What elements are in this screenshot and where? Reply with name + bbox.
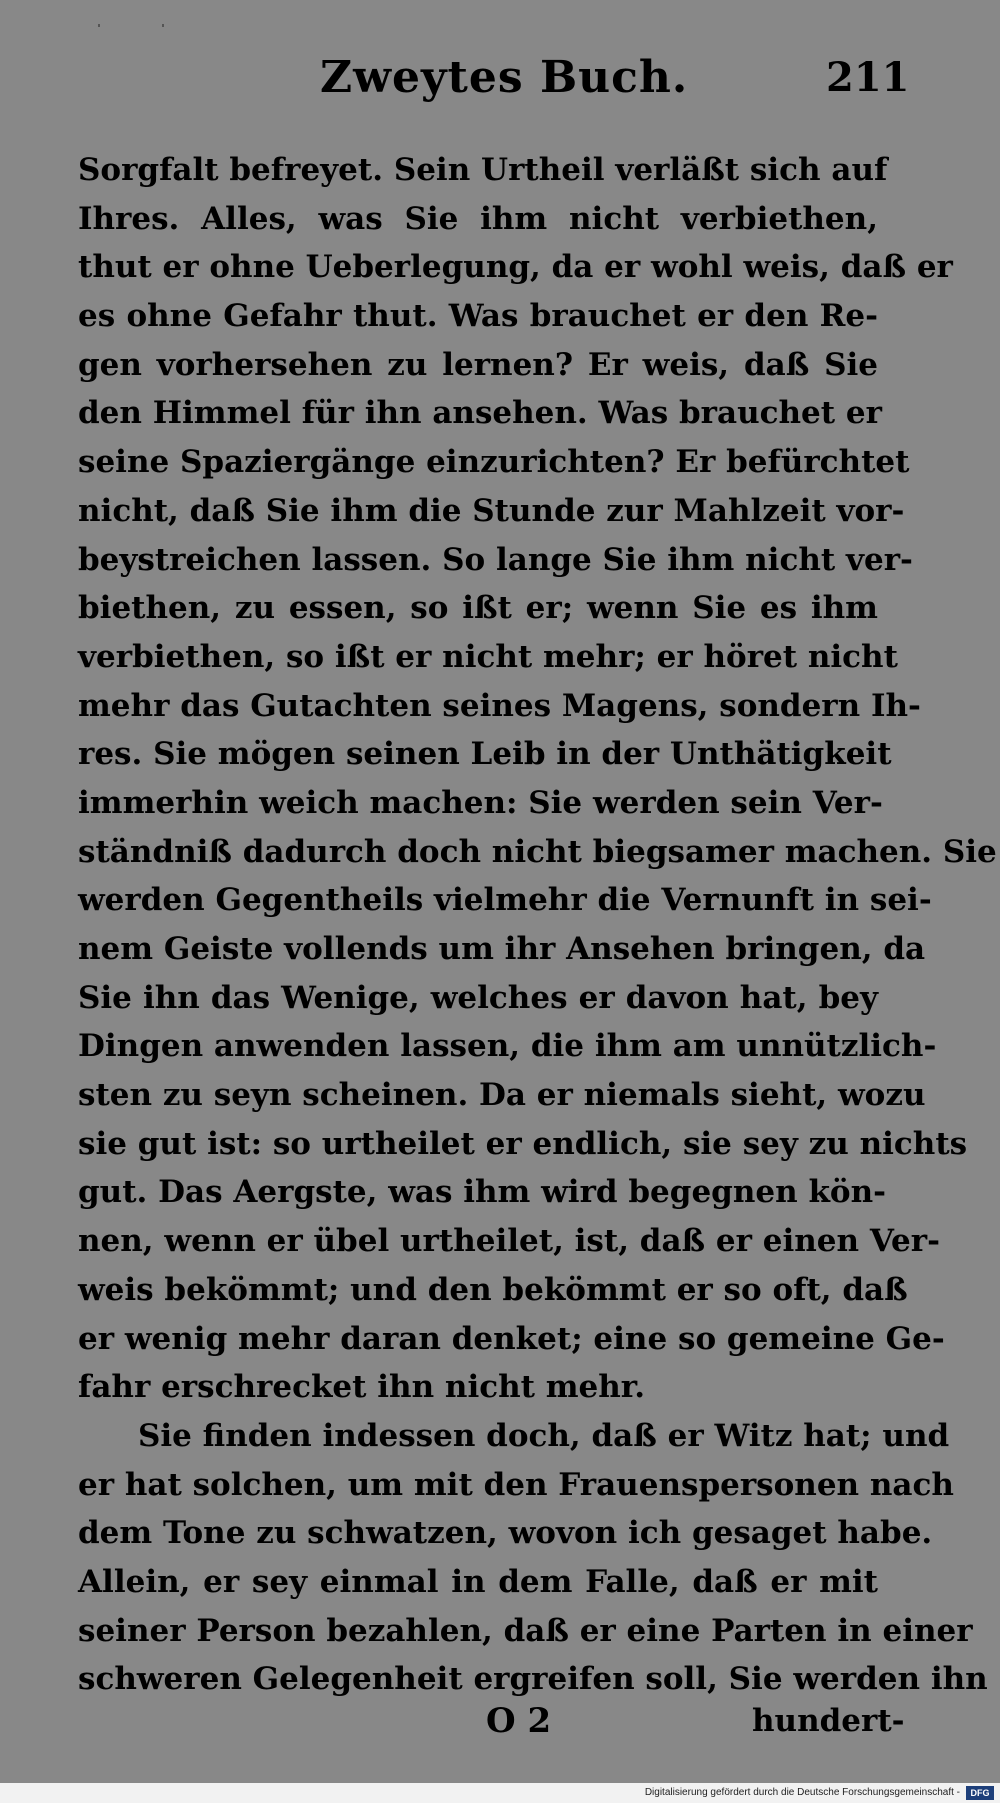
dfg-logo-icon: DFG [966, 1786, 994, 1800]
text-line: seine Spaziergänge einzurichten? Er befürchtet [78, 444, 910, 481]
text-line: es ohne Gefahr thut. Was brauchet er den Re- [78, 298, 878, 335]
text-line: nen, wenn er übel urtheilet, ist, daß er einen Ver- [78, 1223, 940, 1260]
text-line: thut er ohne Ueberlegung, da er wohl weis, daß er [78, 249, 953, 286]
margin-tick-mark [98, 24, 100, 27]
text-line: sten zu seyn scheinen. Da er niemals sieht, wozu [78, 1077, 926, 1114]
text-line: werden Gegentheils vielmehr die Vernunft in sei- [78, 882, 932, 919]
text-line: seiner Person bezahlen, daß er eine Parten in einer [78, 1612, 973, 1649]
text-line: dem Tone zu schwatzen, wovon ich gesaget habe. [78, 1515, 933, 1552]
text-line: nicht, daß Sie ihm die Stunde zur Mahlzeit vor- [78, 492, 905, 529]
text-line: beystreichen lassen. So lange Sie ihm nicht ver- [78, 541, 913, 578]
body-text [78, 146, 997, 1704]
signature-mark: O 2 [486, 1701, 552, 1741]
text-line: verbiethen, so ißt er nicht mehr; er höret nicht [78, 638, 898, 675]
text-line: gen vorhersehen zu lernen? Er weis, daß Sie [78, 346, 878, 383]
text-line: nem Geiste vollends um ihr Ansehen bringen, da [78, 931, 926, 967]
text-line: Allein, er sey einmal in dem Falle, daß er mit [78, 1563, 878, 1600]
text-line: schweren Gelegenheit ergreifen soll, Sie werden ihn [78, 1661, 988, 1698]
text-line: mehr das Gutachten seines Magens, sondern Ih- [78, 687, 921, 724]
text-line: er hat solchen, um mit den Frauenspersonen nach [78, 1466, 954, 1503]
text-line: Sie ihn das Wenige, welches er davon hat, bey [78, 979, 878, 1016]
text-line: weis bekömmt; und den bekömmt er so oft, daß [78, 1271, 908, 1308]
text-line: ständniß dadurch doch nicht biegsamer machen. Sie [78, 833, 997, 870]
margin-tick-mark [162, 24, 164, 27]
page-footer [0, 1696, 1000, 1746]
text-line: sie gut ist: so urtheilet er endlich, sie sey zu nichts [78, 1125, 968, 1162]
catchword: hundert- [752, 1703, 905, 1739]
text-line: Sorgfalt befreyet. Sein Urtheil verläßt sich auf [78, 152, 888, 188]
text-line: immerhin weich machen: Sie werden sein Ver- [78, 784, 883, 821]
digitization-credit: Digitalisierung gefördert durch die Deutsche Forschungsgemeinschaft - [644, 1787, 960, 1798]
text-line: den Himmel für ihn ansehen. Was brauchet er [78, 395, 882, 432]
text-line: Dingen anwenden lassen, die ihm am unnützlich- [78, 1028, 937, 1065]
text-line: er wenig mehr daran denket; eine so gemeine Ge- [78, 1320, 945, 1357]
text-line: Ihres. Alles, was Sie ihm nicht verbiethen, [78, 200, 878, 237]
paragraph-end-line: fahr erschrecket ihn nicht mehr. [78, 1369, 646, 1406]
paragraph-start-line: Sie finden indessen doch, daß er Witz hat; und [138, 1417, 950, 1454]
page-number: 211 [826, 54, 910, 101]
text-line: gut. Das Aergste, was ihm wird begegnen kön- [78, 1174, 887, 1211]
text-line: res. Sie mögen seinen Leib in der Unthätigkeit [78, 736, 892, 773]
running-head: Zweytes Buch. [320, 52, 689, 103]
page-header [0, 48, 1000, 108]
text-line: biethen, zu essen, so ißt er; wenn Sie es ihm [78, 590, 878, 627]
digitization-credit-bar [0, 1783, 1000, 1803]
